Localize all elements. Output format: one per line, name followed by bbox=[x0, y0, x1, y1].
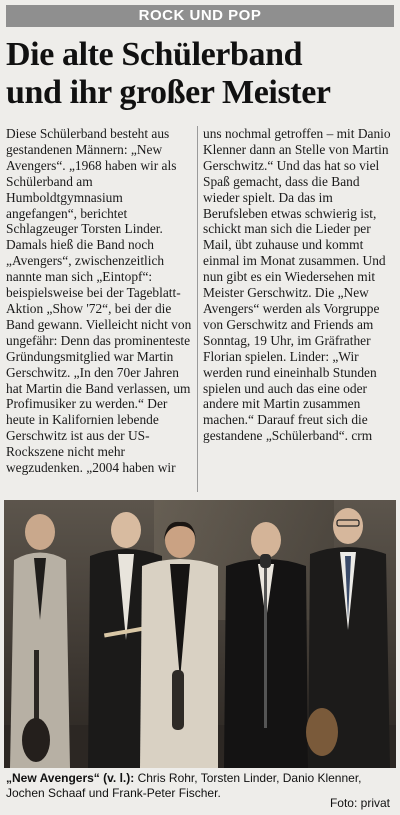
photo-credit: Foto: privat bbox=[329, 796, 390, 810]
article-column-right bbox=[203, 126, 395, 496]
caption-lead: „New Avengers“ (v. l.): bbox=[6, 771, 135, 785]
headline-line-1: Die alte Schülerband bbox=[6, 36, 303, 73]
article-text-column-1: Diese Schülerband besteht aus gestandenen Männern: „New Avengers“. „1968 haben wir als Schülerband am Humboldtgymnasium angefangen“, berichtet Schlagzeuger Torsten Linder. Damals hieß die Band noch „Avengers“, zwischenzeitlich nannte man sich „Eintopf“: beispielsweise bei der Tageblatt-Aktion „Show '72“, bei der die Band gewann. Vielleicht nicht von ungefähr: Denn das prominenteste Gründungsmitglied war Martin Gerschwitz. „In den 70er Jahren hat Martin die Band verlassen, um Profimusiker zu werden.“ Der heute in Kalifornien lebende Gerschwitz ist aus der US-Rockszene nicht mehr wegzudenken. „2004 haben wir bbox=[6, 126, 192, 476]
band-photo bbox=[4, 500, 396, 768]
headline-line-2: und ihr großer Meister bbox=[6, 74, 331, 111]
band-photo-illustration bbox=[4, 500, 396, 768]
article-column-left bbox=[6, 126, 193, 496]
caption-names: Chris Rohr, Torsten Linder, Danio Klenner, Jochen Schaaf und Frank-Peter Fischer. bbox=[6, 771, 362, 800]
headline bbox=[6, 36, 396, 112]
article-text-column-2: uns nochmal getroffen – mit Danio Klenner dann an Stelle von Martin Gerschwitz.“ Und das hat so viel Spaß gemacht, dass die Band wieder spielt. Da das im Berufsleben etwas schwierig ist, schickt man sich die Lieder per Mail, übt zuhause und kommt einmal im Monat zusammen. Und nun gibt es ein Wiedersehen mit Meister Gerschwitz. Die „New Avengers“ werden als Vorgruppe von Gerschwitz and Friends am Sonntag, 19 Uhr, im Gräfrather Florian spielen. Linder: „Wir werden rund eineinhalb Stunden spielen und auch das eine oder andere mit Martin zusammen machen.“ Darauf freut sich die gestandene „Schülerband“. crm bbox=[203, 126, 391, 444]
column-divider bbox=[197, 126, 198, 492]
section-rubric: ROCK UND POP bbox=[6, 5, 394, 27]
